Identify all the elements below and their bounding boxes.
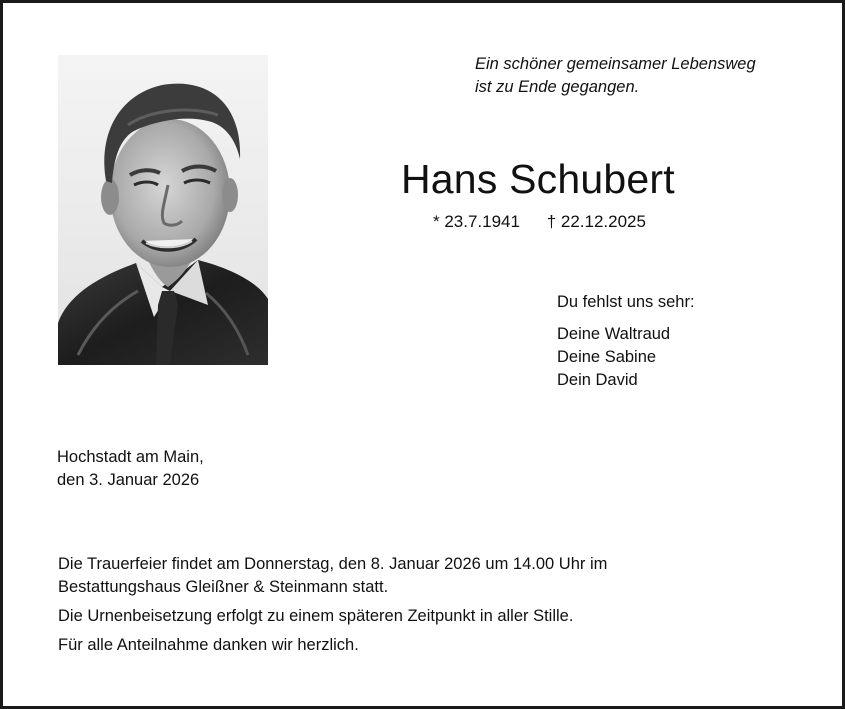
life-dates (433, 211, 646, 233)
death-date: † 22.12.2025 (546, 212, 646, 231)
ceremony-line-2: Bestattungshaus Gleißner & Steinmann statt. (58, 578, 389, 596)
mourner-name: Dein David (557, 371, 638, 389)
urn-paragraph (58, 605, 607, 628)
ceremony-paragraph (58, 553, 607, 599)
motto-line-1: Ein schöner gemeinsamer Lebensweg (475, 55, 756, 73)
mourner-name: Deine Waltraud (557, 325, 671, 343)
mourner-name: Deine Sabine (557, 348, 657, 366)
date-line: den 3. Januar 2026 (57, 471, 200, 489)
portrait-photo (58, 55, 268, 365)
urn-line: Die Urnenbeisetzung erfolgt zu einem späteren Zeitpunkt in aller Stille. (58, 607, 574, 625)
place-and-date (57, 446, 204, 492)
thanks-line: Für alle Anteilnahme danken wir herzlich. (58, 636, 359, 654)
deceased-name: Hans Schubert (401, 156, 675, 202)
mourners-block (557, 291, 695, 392)
motto (475, 53, 756, 99)
ceremony-line-1: Die Trauerfeier findet am Donnerstag, den 8. Januar 2026 um 14.00 Uhr im (58, 555, 608, 573)
funeral-notice (58, 553, 607, 663)
mourners-intro: Du fehlst uns sehr: (557, 293, 695, 311)
place-line: Hochstadt am Main, (57, 448, 204, 466)
thanks-paragraph (58, 634, 607, 657)
motto-line-2: ist zu Ende gegangen. (475, 78, 640, 96)
birth-date: * 23.7.1941 (433, 212, 520, 231)
